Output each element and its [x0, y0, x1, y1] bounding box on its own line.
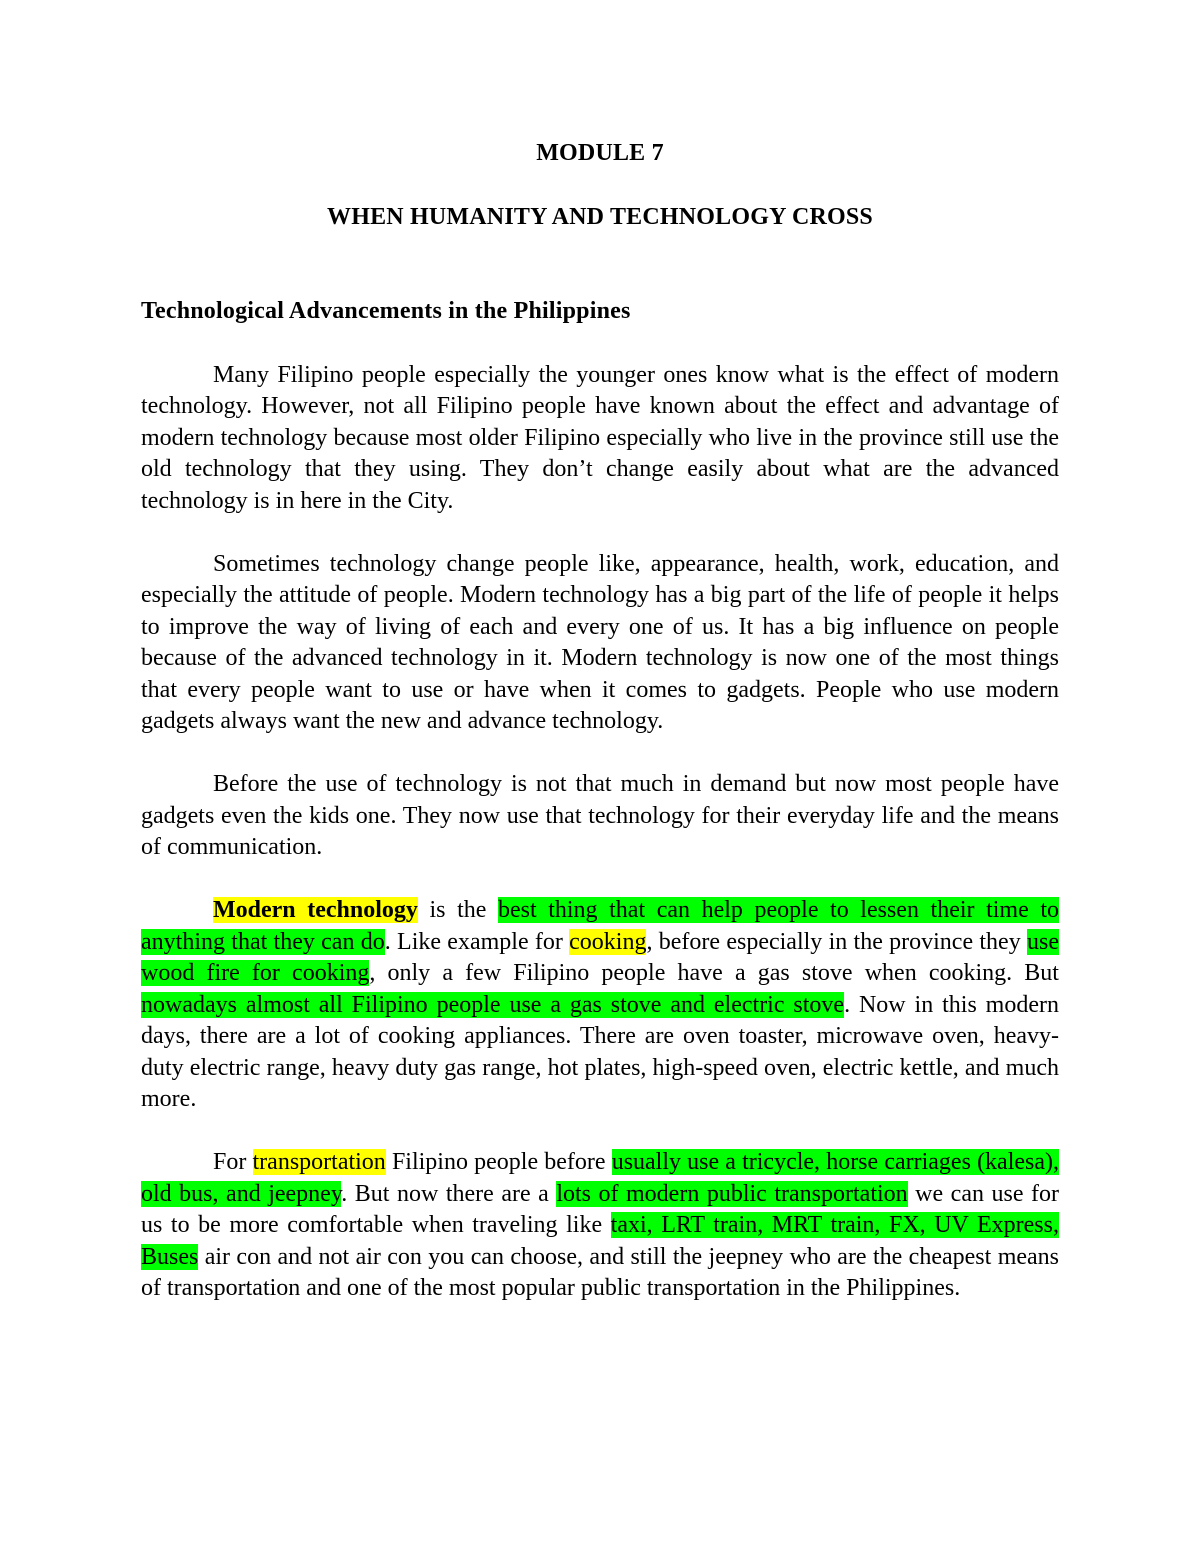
highlight-yellow-term: transportation [252, 1149, 386, 1175]
paragraph-4 [141, 895, 1059, 1116]
highlight-green-phrase: use wood fire for cooking [141, 928, 1059, 986]
paragraph-5 [141, 1147, 1059, 1305]
text-run: , only a few Filipino people have a gas stove when cooking. But [369, 960, 1059, 986]
highlight-green-phrase: usually use a tricycle, horse carriages (kalesa), old bus, and jeepney [141, 1149, 1060, 1207]
text-run: Filipino people before [385, 1149, 612, 1175]
text-run: . But now there are a [341, 1180, 557, 1207]
highlight-green-phrase: taxi, LRT train, MRT train, FX, UV Express, Buses [141, 1212, 1059, 1270]
highlight-yellow-term: cooking [569, 928, 647, 955]
paragraph-1: Many Filipino people especially the younger ones know what is the effect of modern technology. However, not all Filipino people have known about the effect and advantage of modern technology because most older Filipino especially who live in the province still use the old technology that they using. They don’t change easily about what are the advanced technology is in here in the City. [141, 361, 1059, 514]
text-run: , before especially in the province they [646, 928, 1027, 955]
highlight-green-phrase: nowadays almost all Filipino people use a gas stove and electric stove [141, 991, 845, 1018]
text-run: . Like example for [384, 928, 570, 955]
highlight-yellow-term: Modern technology [213, 897, 418, 923]
module-subtitle: WHEN HUMANITY AND TECHNOLOGY CROSS [327, 203, 873, 230]
section-heading: Technological Advancements in the Philippines [141, 298, 631, 324]
module-title: MODULE 7 [536, 140, 664, 166]
highlight-green-phrase: lots of modern public transportation [556, 1180, 908, 1207]
paragraph-2: Sometimes technology change people like, appearance, health, work, education, and especially the attitude of people. Modern technology has a big part of the life of people it helps to improve the way of living of each and every one of us. It has a big influence on people because of the advanced technology in it. Modern technology is now one of the most things that every people want to use or have when it comes to gadgets. People who use modern gadgets always want the new and advance technology. [141, 550, 1059, 734]
highlight-green-phrase: best thing that can help people to lessen their time to anything that they can do [141, 897, 1060, 955]
text-run: we can use for us to be more comfortable when traveling like [141, 1180, 1059, 1238]
document-body [141, 138, 1059, 1305]
text-run: . Now in this modern days, there are a lot of cooking appliances. There are oven toaster, microwave oven, heavy-duty electric range, heavy duty gas range, hot plates, high-speed oven, electric kettle, and much more. [141, 991, 1059, 1112]
text-run: For [213, 1149, 253, 1175]
text-run: is the [417, 897, 498, 923]
paragraph-3: Before the use of technology is not that much in demand but now most people have gadgets even the kids one. They now use that technology for their everyday life and the means of communication. [141, 771, 1059, 860]
text-run: air con and not air con you can choose, and still the jeepney who are the cheapest means of transportation and one of the most popular public transportation in the Philippines. [141, 1243, 1059, 1301]
